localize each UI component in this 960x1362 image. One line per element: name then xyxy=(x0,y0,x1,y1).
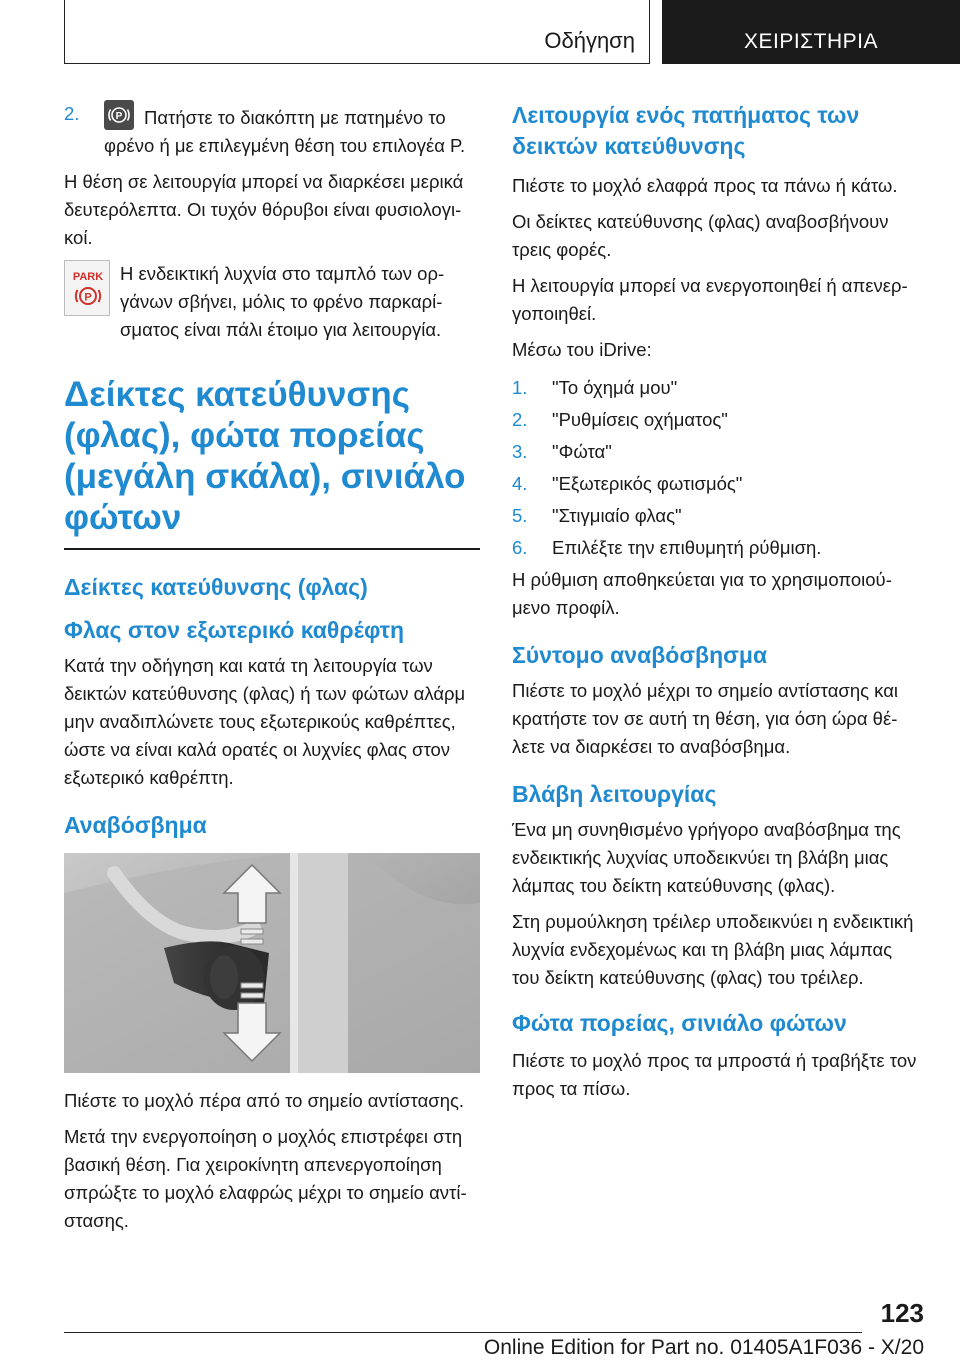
list-item xyxy=(512,438,922,466)
one-touch-text-3: Η λειτουργία μπορεί να ενεργοποιηθεί ή απενεργοποιηθεί. xyxy=(512,275,908,324)
svg-text:P: P xyxy=(115,111,123,122)
activation-paragraph: Η θέση σε λειτουργία μπορεί να διαρκέσει μερικά δευτερόλεπτα. Οι τυχόν θόρυβοι είναι φυσιολογικοί. xyxy=(64,171,464,248)
step-number: 4. xyxy=(512,473,528,494)
step-number: 2. xyxy=(512,409,528,430)
list-item xyxy=(512,502,922,530)
flashing-text-2: Μετά την ενεργοποίηση ο μοχλός επιστρέφει στη βασική θέση. Για χειροκίνητη απενεργοποίηση σπρώξτε το μοχλό ελαφρώς μέχρι το σημείο αντίστασης. xyxy=(64,1125,467,1231)
right-column xyxy=(512,100,922,1111)
park-icon-label: PARK xyxy=(72,271,104,283)
short-flash-text: Πιέστε το μοχλό μέχρι το σημείο αντίστασης και κρατήστε τον σε αυτή τη θέση, για όση ώρα θέλετε να διαρκέσει το αναβόσβημα. xyxy=(512,680,898,757)
profile-text: Η ρύθμιση αποθηκεύεται για το χρησιμοποιούμενο προφίλ. xyxy=(512,569,892,618)
step-text: "Ρυθμίσεις οχήματος" xyxy=(552,409,728,430)
park-indicator-text: Η ενδεικτική λυχνία στο ταμπλό των οργάνων σβήνει, μόλις το φρένο παρκαρίσματος είναι πάλι έτοιμο για λειτουργία. xyxy=(120,263,445,340)
mirror-signals-heading: Φλας στον εξωτερικό καθρέφτη xyxy=(64,616,405,643)
malfunction-text-2: Στη ρυμούλκηση τρέιλερ υποδεικνύει η ενδεικτική λυχνία ενδεχομένως και τη βλάβη μιας λάμπας του δείκτη κατεύθυνσης (φλας) του τρέιλερ. xyxy=(512,911,914,988)
step-text: "Το όχημά μου" xyxy=(552,377,678,398)
parking-brake-button-icon xyxy=(104,100,134,130)
chapter-tab xyxy=(662,0,960,64)
heading-divider xyxy=(64,548,480,550)
step-2-number: 2. xyxy=(64,103,80,124)
park-indicator-note xyxy=(64,260,480,344)
short-flash-heading: Σύντομο αναβόσβησμα xyxy=(512,642,768,668)
one-touch-text-1: Πιέστε το μοχλό ελαφρά προς τα πάνω ή κάτω. xyxy=(512,175,898,196)
turn-signals-heading: Δείκτες κατεύθυνσης (φλας) xyxy=(64,573,368,600)
step-2-text: Πατήστε το διακόπτη με πατημένο το φρένο ή με επιλεγμένη θέση του επιλογέα P. xyxy=(104,107,466,156)
section-tab-label: Οδήγηση xyxy=(544,28,635,53)
step-text: "Στιγμιαίο φλας" xyxy=(552,505,682,526)
high-beams-heading: Φώτα πορείας, σινιάλο φώτων xyxy=(512,1010,847,1036)
list-item xyxy=(512,534,922,562)
turn-signal-lever-illustration xyxy=(64,853,480,1073)
malfunction-heading: Βλάβη λειτουργίας xyxy=(512,781,717,807)
park-indicator-icon xyxy=(64,260,110,316)
flashing-heading: Αναβόσβημα xyxy=(64,811,207,838)
chapter-tab-label: ΧΕΙΡΙΣΤΗΡΙΑ xyxy=(743,30,878,53)
footer-divider xyxy=(64,1332,862,1333)
idrive-intro: Μέσω του iDrive: xyxy=(512,339,652,360)
flashing-text-1: Πιέστε το μοχλό πέρα από το σημείο αντίστασης. xyxy=(64,1089,465,1111)
section-tab xyxy=(64,0,650,64)
list-item xyxy=(512,374,922,402)
step-text: "Εξωτερικός φωτισμός" xyxy=(552,473,743,494)
malfunction-text-1: Ένα μη συνηθισμένο γρήγορο αναβόσβημα της ενδεικτικής λυχνίας υποδεικνύει τη βλάβη μιας λάμπας του δείκτη κατεύθυνσης (φλας). xyxy=(512,819,901,896)
one-touch-heading: Λειτουργία ενός πατήματος των δεικτών κατεύθυνσης xyxy=(512,102,860,159)
left-column xyxy=(64,100,480,1243)
step-text: Επιλέξτε την επιθυμητή ρύθμιση. xyxy=(552,537,822,558)
step-number: 5. xyxy=(512,505,528,526)
step-2 xyxy=(64,100,480,160)
high-beams-text: Πιέστε το μοχλό προς τα μπροστά ή τραβήξτε τον προς τα πίσω. xyxy=(512,1050,917,1099)
list-item xyxy=(512,470,922,498)
list-item xyxy=(512,406,922,434)
one-touch-text-2: Οι δείκτες κατεύθυνσης (φλας) αναβοσβήνουν τρεις φορές. xyxy=(512,211,889,260)
step-text: "Φώτα" xyxy=(552,441,612,462)
edition-note: Online Edition for Part no. 01405A1F036 - X/20 xyxy=(483,1336,924,1359)
main-heading: Δείκτες κατεύθυνσης (φλας), φώτα πορείας (μεγάλη σκάλα), σινιάλο φώτων xyxy=(64,375,466,537)
step-number: 6. xyxy=(512,537,528,558)
page-number: 123 xyxy=(880,1298,924,1328)
park-icon-symbol: P xyxy=(84,291,92,304)
step-number: 3. xyxy=(512,441,528,462)
mirror-signals-text: Κατά την οδήγηση και κατά τη λειτουργία των δεικτών κατεύθυνσης (φλας) ή των φώτων αλάρμ μην αναδιπλώνετε τους εξωτερικούς καθρέπτες, ώστε να είναι καλά ορατές οι λυχνίες φλας στον εξωτερικό καθρέπτη. xyxy=(64,654,466,788)
idrive-steps-list xyxy=(512,374,922,562)
step-number: 1. xyxy=(512,377,528,398)
